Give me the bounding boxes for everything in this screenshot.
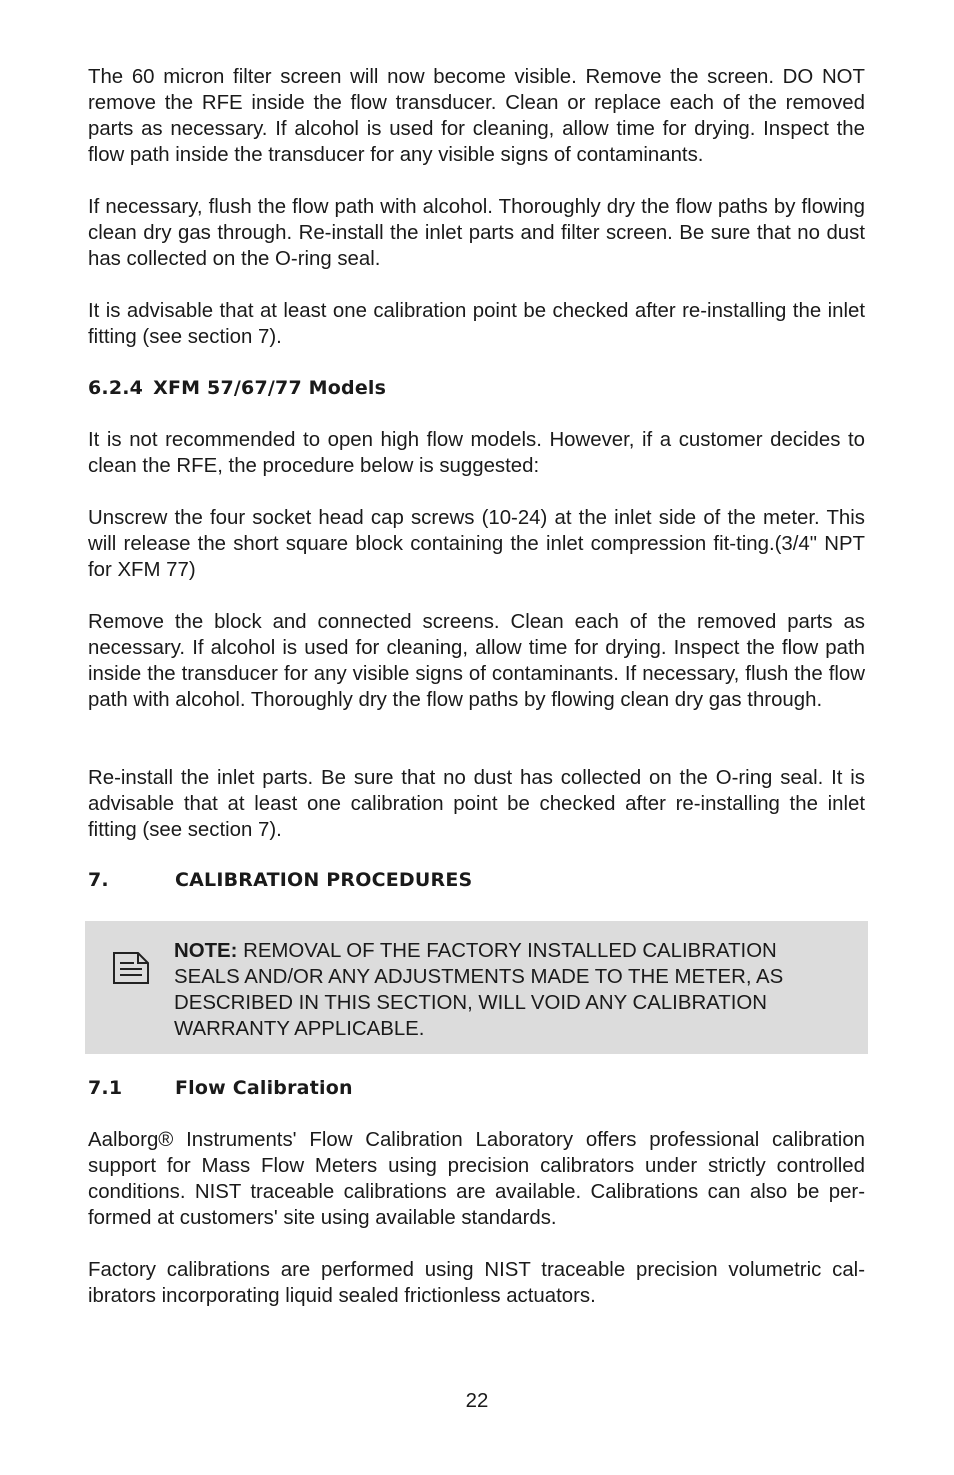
- note-label: NOTE:: [174, 940, 238, 962]
- paragraph-calibration-check: It is advisable that at least one calibration point be checked after re-installing the inlet fitting (see section 7).: [88, 300, 865, 348]
- paragraph-remove-block: Remove the block and connected screens. Clean each of the removed parts as necessary. If alcohol is used for cleaning, allow time for drying. Inspect the flow path inside the transducer for any visible signs of contaminants. If necessary, flush the flow path with alcohol. Thoroughly dry the flow paths by flowing clean dry gas through.: [88, 611, 865, 711]
- paragraph-flush-flow-path: If necessary, flush the flow path with alcohol. Thoroughly dry the flow paths by flowing clean dry gas through. Re-install the inlet parts and filter screen. Be sure that no dust has collected on the O-ring seal.: [88, 196, 865, 270]
- heading-number: 7.1: [88, 1077, 123, 1099]
- heading-number: 6.2.4: [88, 377, 144, 399]
- paragraph-high-flow-models: It is not recommended to open high flow models. However, if a customer decides to clean the RFE, the procedure below is suggested:: [88, 429, 865, 477]
- heading-number: 7.: [88, 869, 109, 891]
- note-text: [174, 938, 844, 1042]
- paragraph-factory-calibrations: Factory calibrations are performed using NIST traceable precision volumetric cal-ibrators incorporating liquid sealed frictionless actuators.: [88, 1259, 865, 1307]
- note-icon: [112, 949, 150, 985]
- page-number: 22: [465, 1390, 489, 1412]
- note-body: REMOVAL OF THE FACTORY INSTALLED CALIBRATION SEALS AND/OR ANY ADJUSTMENTS MADE TO THE METER, AS DESCRIBED IN THIS SECTION, WILL VOID ANY CALIBRATION WARRANTY APPLICABLE.: [174, 940, 784, 1040]
- heading-title: Flow Calibration: [175, 1077, 353, 1099]
- heading-title: CALIBRATION PROCEDURES: [175, 869, 473, 891]
- heading-title: XFM 57/67/77 Models: [153, 377, 387, 399]
- heading-6-2-4: [88, 375, 865, 401]
- note-box: [85, 921, 868, 1054]
- paragraph-unscrew-screws: Unscrew the four socket head cap screws (10-24) at the inlet side of the meter. This will release the short square block containing the inlet compression fit-ting.(3/4" NPT for XFM 77): [88, 507, 865, 581]
- paragraph-reinstall-inlet: Re-install the inlet parts. Be sure that no dust has collected on the O-ring seal. It is advisable that at least one calibration point be checked after re-installing the inlet fitting (see section 7).: [88, 767, 865, 841]
- paragraph-calibration-laboratory: Aalborg® Instruments' Flow Calibration Laboratory offers professional calibration support for Mass Flow Meters using precision calibrators under strictly controlled conditions. NIST traceable calibrations are available. Calibrations can also be per-formed at customers' site using available standards.: [88, 1129, 865, 1229]
- paragraph-filter-screen: The 60 micron filter screen will now become visible. Remove the screen. DO NOT remove the RFE inside the flow transducer. Clean or replace each of the removed parts as necessary. If alcohol is used for cleaning, allow time for drying. Inspect the flow path inside the transducer for any visible signs of contaminants.: [88, 66, 865, 166]
- heading-7: [88, 867, 865, 893]
- heading-7-1: [88, 1075, 865, 1101]
